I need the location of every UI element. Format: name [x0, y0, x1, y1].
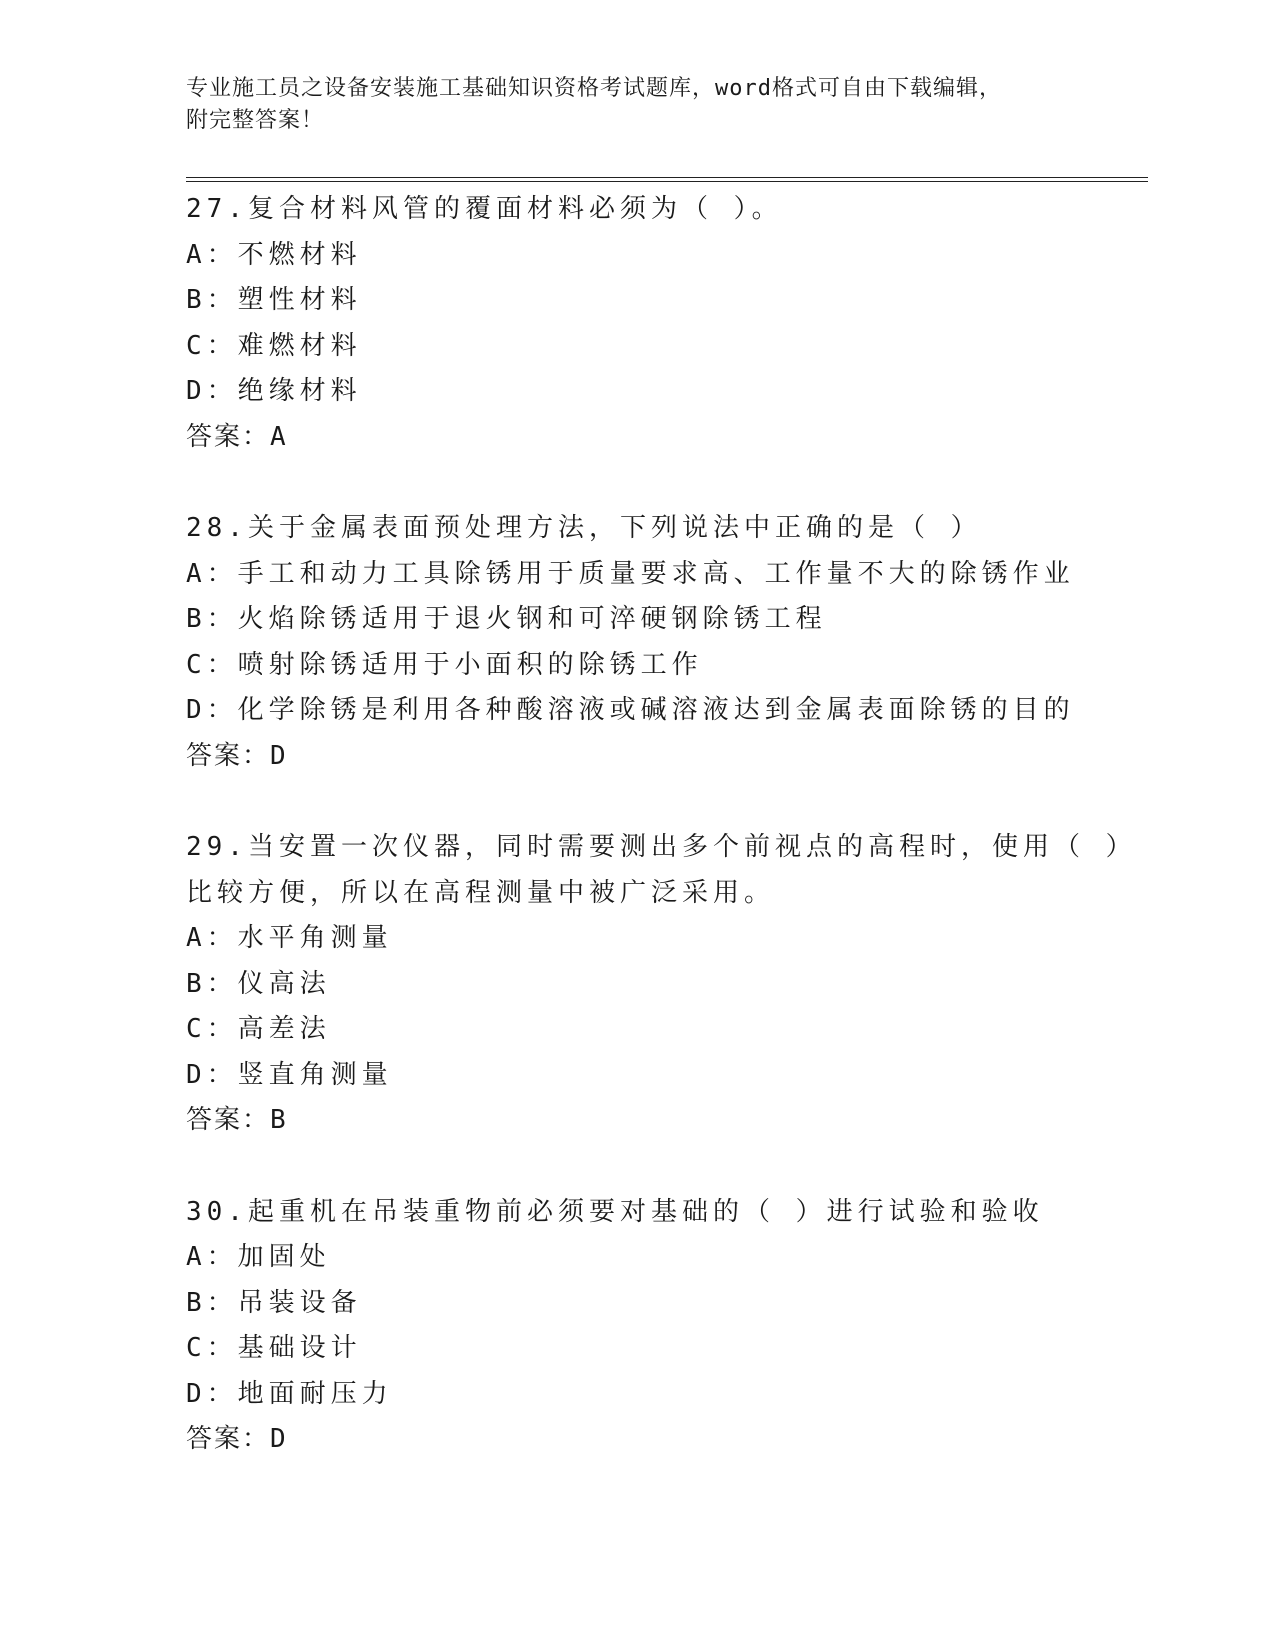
- option-a: A：手工和动力工具除锈用于质量要求高、工作量不大的除锈作业: [186, 558, 1075, 589]
- answer-line: [186, 1417, 1148, 1463]
- option-d: D：化学除锈是利用各种酸溶液或碱溶液达到金属表面除锈的目的: [186, 695, 1075, 725]
- option-a: A：加固处: [186, 1242, 331, 1272]
- answer-line: [186, 1098, 1148, 1144]
- answer-label: 答案：: [186, 740, 271, 771]
- option-b: B：塑性材料: [186, 285, 362, 315]
- question-29: [186, 825, 1148, 1144]
- answer-label: 答案：: [186, 421, 271, 452]
- option-a: A：水平角测量: [186, 923, 393, 953]
- option-b: B：仪高法: [186, 968, 331, 999]
- option-d: D：竖直角测量: [186, 1059, 393, 1090]
- header-line-2: 附完整答案！: [186, 108, 325, 133]
- question-stem: 29.当安置一次仪器，同时需要测出多个前视点的高程时，使用（ ）: [186, 832, 1137, 862]
- option-b: B：火焰除锈适用于退火钢和可淬硬钢除锈工程: [186, 604, 827, 634]
- answer-value: B: [270, 1105, 288, 1135]
- option-b: B：吊装设备: [186, 1287, 362, 1318]
- option-d: D：绝缘材料: [186, 376, 362, 406]
- question-stem: 27.复合材料风管的覆面材料必须为（ ）。: [186, 194, 783, 224]
- question-stem: 30.起重机在吊装重物前必须要对基础的（ ）进行试验和验收: [186, 1196, 1044, 1227]
- option-c: C：喷射除锈适用于小面积的除锈工作: [186, 649, 703, 680]
- question-list: [186, 187, 1148, 1509]
- header-divider: [186, 177, 1148, 182]
- option-c: C：难燃材料: [186, 330, 362, 361]
- question-28: [186, 506, 1148, 779]
- answer-label: 答案：: [186, 1424, 271, 1454]
- option-a: A：不燃材料: [186, 239, 362, 270]
- answer-value: A: [270, 421, 288, 452]
- question-stem-continued: 比较方便，所以在高程测量中被广泛采用。: [186, 877, 776, 908]
- document-header: [186, 73, 1086, 137]
- option-c: C：高差法: [186, 1014, 331, 1044]
- option-c: C：基础设计: [186, 1333, 362, 1363]
- question-27: [186, 187, 1148, 460]
- answer-value: D: [270, 740, 288, 771]
- answer-label: 答案：: [186, 1105, 271, 1135]
- answer-value: D: [270, 1424, 288, 1454]
- question-stem: 28.关于金属表面预处理方法，下列说法中正确的是（ ）: [186, 513, 982, 543]
- option-d: D：地面耐压力: [186, 1378, 393, 1409]
- header-line-1: 专业施工员之设备安装施工基础知识资格考试题库，word格式可自由下载编辑，: [186, 76, 1002, 101]
- answer-line: [186, 415, 1148, 461]
- answer-line: [186, 734, 1148, 780]
- question-30: [186, 1190, 1148, 1463]
